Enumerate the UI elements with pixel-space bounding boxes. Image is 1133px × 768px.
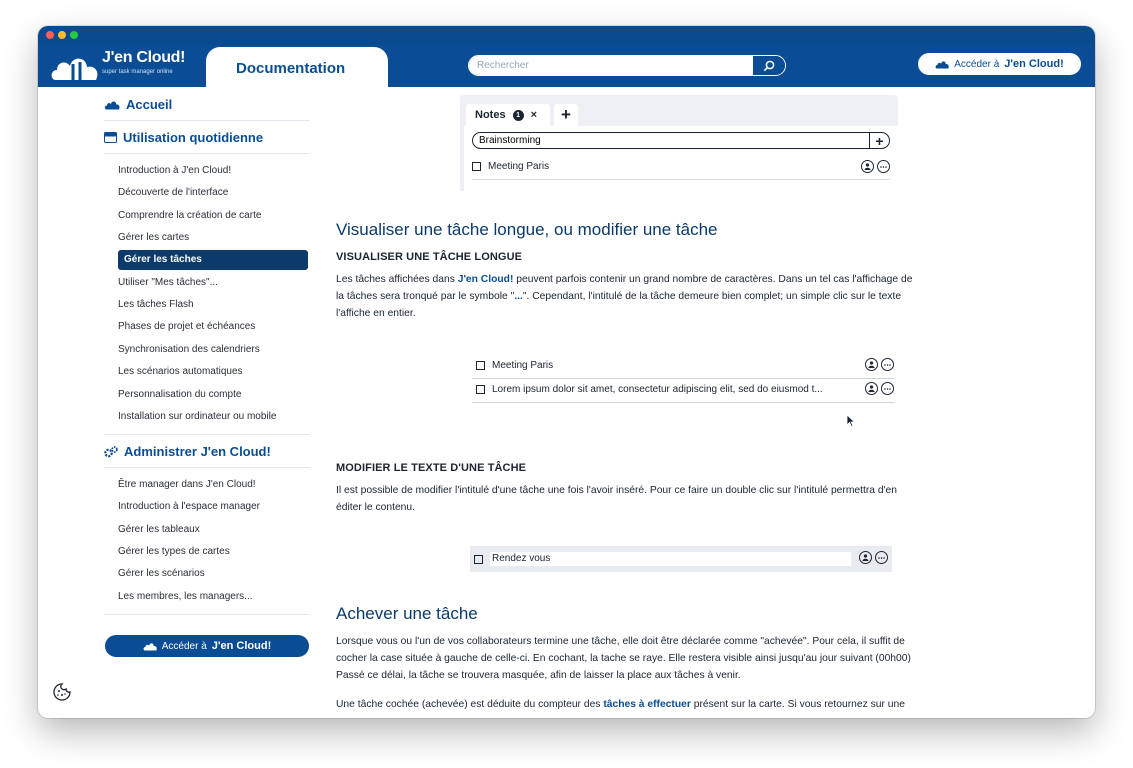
notes-demo-widget bbox=[460, 95, 898, 191]
subsection-title-view: VISUALISER UNE TÂCHE LONGUE bbox=[336, 251, 523, 263]
text: éditer le contenu. bbox=[336, 502, 415, 513]
task-checkbox[interactable] bbox=[476, 385, 485, 394]
sidebar-cta-prefix: Accéder à bbox=[161, 640, 207, 652]
zoom-window-button[interactable] bbox=[70, 31, 78, 39]
cloud-icon bbox=[143, 642, 157, 651]
sidebar-item-flash-tasks[interactable]: Les tâches Flash bbox=[118, 299, 194, 310]
section-title-long-task: Visualiser une tâche longue, ou modifier une tâche bbox=[336, 220, 718, 239]
task-actions bbox=[861, 160, 890, 173]
header-access-button[interactable] bbox=[918, 53, 1081, 75]
close-window-button[interactable] bbox=[46, 31, 54, 39]
paragraph-long-task bbox=[336, 271, 1026, 322]
task-edit-field[interactable]: Rendez vous bbox=[490, 552, 851, 566]
sidebar-item-project-phases[interactable]: Phases de projet et échéances bbox=[118, 321, 256, 332]
text: peuvent parfois contenir un grand nombre de caractères. Dans un tel cas l'affichage de bbox=[513, 274, 913, 285]
sidebar-divider bbox=[104, 467, 310, 468]
sidebar-item-manage-cards[interactable]: Gérer les cartes bbox=[118, 232, 190, 243]
brand-name: J'en Cloud! bbox=[102, 49, 186, 66]
sidebar-item-manage-tasks[interactable]: Gérer les tâches bbox=[118, 250, 308, 270]
ellipsis-symbol: ... bbox=[514, 291, 523, 302]
subsection-title-edit: MODIFIER LE TEXTE D'UNE TÂCHE bbox=[336, 462, 527, 474]
task-label[interactable]: Lorem ipsum dolor sit amet, consectetur adipiscing elit, sed do eiusmod t... bbox=[492, 384, 823, 395]
sidebar-item-be-manager[interactable]: Être manager dans J'en Cloud! bbox=[118, 479, 256, 490]
new-task-input[interactable] bbox=[472, 132, 890, 149]
sidebar-section-daily[interactable] bbox=[104, 130, 263, 145]
mouse-cursor-icon bbox=[846, 414, 856, 427]
sidebar-divider bbox=[104, 153, 310, 154]
assign-user-icon[interactable] bbox=[859, 551, 872, 564]
sidebar-section-admin[interactable] bbox=[104, 444, 271, 459]
task-checkbox[interactable] bbox=[472, 162, 481, 171]
text: Passé ce délai, la tâche se trouvera masquée, afin de laisser la place aux tâches à venir. bbox=[336, 670, 741, 681]
cloud-icon bbox=[104, 100, 120, 110]
notes-tab-label: Notes bbox=[475, 109, 506, 121]
sidebar-access-button[interactable] bbox=[105, 635, 309, 657]
sidebar-item-intro[interactable]: Introduction à J'en Cloud! bbox=[118, 165, 232, 176]
section-title-complete-task: Achever une tâche bbox=[336, 604, 478, 623]
task-actions bbox=[859, 551, 888, 564]
more-options-icon[interactable] bbox=[881, 358, 894, 371]
text: Une tâche cochée (achevée) est déduite du compteur des bbox=[336, 699, 604, 710]
text: cocher la case située à gauche de celle-ci. En cochant, la tache se raye. Elle restera visible ainsi jusqu'au jour suivant (00h00) bbox=[336, 653, 911, 664]
sidebar-divider bbox=[104, 434, 310, 435]
sidebar-item-card-types[interactable]: Gérer les types de cartes bbox=[118, 546, 230, 557]
documentation-tab[interactable] bbox=[206, 47, 388, 87]
more-options-icon[interactable] bbox=[877, 160, 890, 173]
text: la tâches sera tronqué par le symbole " bbox=[336, 291, 515, 302]
sidebar-item-account-custom[interactable]: Personnalisation du compte bbox=[118, 389, 242, 400]
task-label[interactable]: Meeting Paris bbox=[492, 360, 554, 371]
gears-icon bbox=[104, 446, 118, 458]
task-actions bbox=[865, 358, 894, 371]
notes-count-badge: 1 bbox=[513, 110, 524, 121]
add-task-button[interactable]: + bbox=[869, 133, 889, 148]
main-article bbox=[336, 87, 1076, 718]
card-icon bbox=[104, 132, 117, 143]
page-content bbox=[38, 87, 1095, 718]
add-tab-button[interactable]: + bbox=[554, 104, 578, 126]
sidebar-item-manager-space[interactable]: Introduction à l'espace manager bbox=[118, 501, 260, 512]
text: Il est possible de modifier l'intitulé d'une tâche une fois l'avoir inséré. Pour ce faire un double clic sur l'intitulé permettra d'en bbox=[336, 485, 898, 496]
more-options-icon[interactable] bbox=[881, 382, 894, 395]
task-checkbox[interactable] bbox=[476, 361, 485, 370]
task-actions bbox=[865, 382, 894, 395]
sidebar-home-label: Accueil bbox=[126, 97, 173, 112]
more-options-icon[interactable] bbox=[875, 551, 888, 564]
task-divider bbox=[472, 402, 894, 403]
sidebar-cta-brand: J'en Cloud! bbox=[211, 640, 272, 652]
sidebar-home-link[interactable] bbox=[104, 97, 172, 112]
task-row bbox=[476, 384, 894, 395]
sidebar-item-my-tasks[interactable]: Utiliser "Mes tâches"... bbox=[118, 277, 218, 288]
assign-user-icon[interactable] bbox=[865, 382, 878, 395]
minimize-window-button[interactable] bbox=[58, 31, 66, 39]
cookie-icon[interactable] bbox=[52, 682, 72, 702]
assign-user-icon[interactable] bbox=[865, 358, 878, 371]
edit-task-demo bbox=[470, 546, 892, 572]
sidebar-item-interface[interactable]: Découverte de l'interface bbox=[118, 187, 229, 198]
sidebar-item-auto-scenarios[interactable]: Les scénarios automatiques bbox=[118, 366, 243, 377]
app-window bbox=[38, 26, 1095, 718]
assign-user-icon[interactable] bbox=[861, 160, 874, 173]
header-cta-brand: J'en Cloud! bbox=[1004, 58, 1064, 70]
task-label[interactable]: Meeting Paris bbox=[488, 161, 550, 172]
brand-logo[interactable] bbox=[38, 45, 216, 87]
sidebar-item-members[interactable]: Les membres, les managers... bbox=[118, 591, 253, 602]
task-divider bbox=[472, 378, 894, 379]
paragraph-edit-task bbox=[336, 482, 1026, 516]
task-row bbox=[474, 552, 888, 566]
sidebar-item-calendar-sync[interactable]: Synchronisation des calendriers bbox=[118, 344, 260, 355]
paragraph-checked-task bbox=[336, 696, 1026, 713]
text: ". Cependant, l'intitulé de la tâche demeure bien complet; un simple clic sur le texte bbox=[522, 291, 902, 302]
sidebar-divider bbox=[104, 120, 310, 121]
notes-tab[interactable] bbox=[466, 104, 550, 126]
sidebar-item-manage-boards[interactable]: Gérer les tableaux bbox=[118, 524, 200, 535]
task-row bbox=[476, 360, 894, 371]
tasks-to-do-link[interactable]: tâches à effectuer bbox=[603, 699, 691, 710]
close-icon[interactable]: × bbox=[530, 109, 537, 121]
notes-body bbox=[464, 126, 898, 191]
task-divider bbox=[472, 179, 890, 180]
text: Les tâches affichées dans bbox=[336, 274, 458, 285]
text: Lorsque vous ou l'un de vos collaborateurs termine une tâche, elle doit être déclarée comme "achevée". Pour cela, il suffit de bbox=[336, 636, 905, 647]
brand-link[interactable]: J'en Cloud! bbox=[457, 274, 514, 285]
task-checkbox[interactable] bbox=[474, 555, 483, 564]
task-row bbox=[472, 161, 890, 172]
text: présent sur la carte. Si vous retournez sur une bbox=[690, 699, 905, 710]
cloud-logo-icon bbox=[48, 52, 102, 82]
sidebar-nav bbox=[104, 87, 310, 718]
sidebar-item-install[interactable]: Installation sur ordinateur ou mobile bbox=[118, 411, 277, 422]
sidebar-item-card-creation[interactable]: Comprendre la création de carte bbox=[118, 210, 262, 221]
brand-tagline: super task manager online bbox=[102, 69, 173, 75]
search-button[interactable] bbox=[753, 56, 785, 75]
sidebar-section-daily-label: Utilisation quotidienne bbox=[123, 130, 264, 145]
search-bar bbox=[468, 55, 786, 76]
site-header bbox=[38, 45, 1095, 87]
search-icon bbox=[763, 60, 775, 72]
header-cta-prefix: Accéder à bbox=[954, 58, 1000, 70]
text: l'affiche en entier. bbox=[336, 308, 416, 319]
sidebar-section-admin-label: Administrer J'en Cloud! bbox=[124, 444, 271, 459]
search-input[interactable] bbox=[469, 56, 783, 75]
page-title: Documentation bbox=[236, 60, 346, 77]
sidebar-divider bbox=[104, 614, 310, 615]
sidebar-item-manage-scenarios[interactable]: Gérer les scénarios bbox=[118, 568, 205, 579]
cloud-icon bbox=[935, 60, 949, 69]
paragraph-complete-task bbox=[336, 633, 1026, 684]
title-bar bbox=[38, 26, 1095, 45]
